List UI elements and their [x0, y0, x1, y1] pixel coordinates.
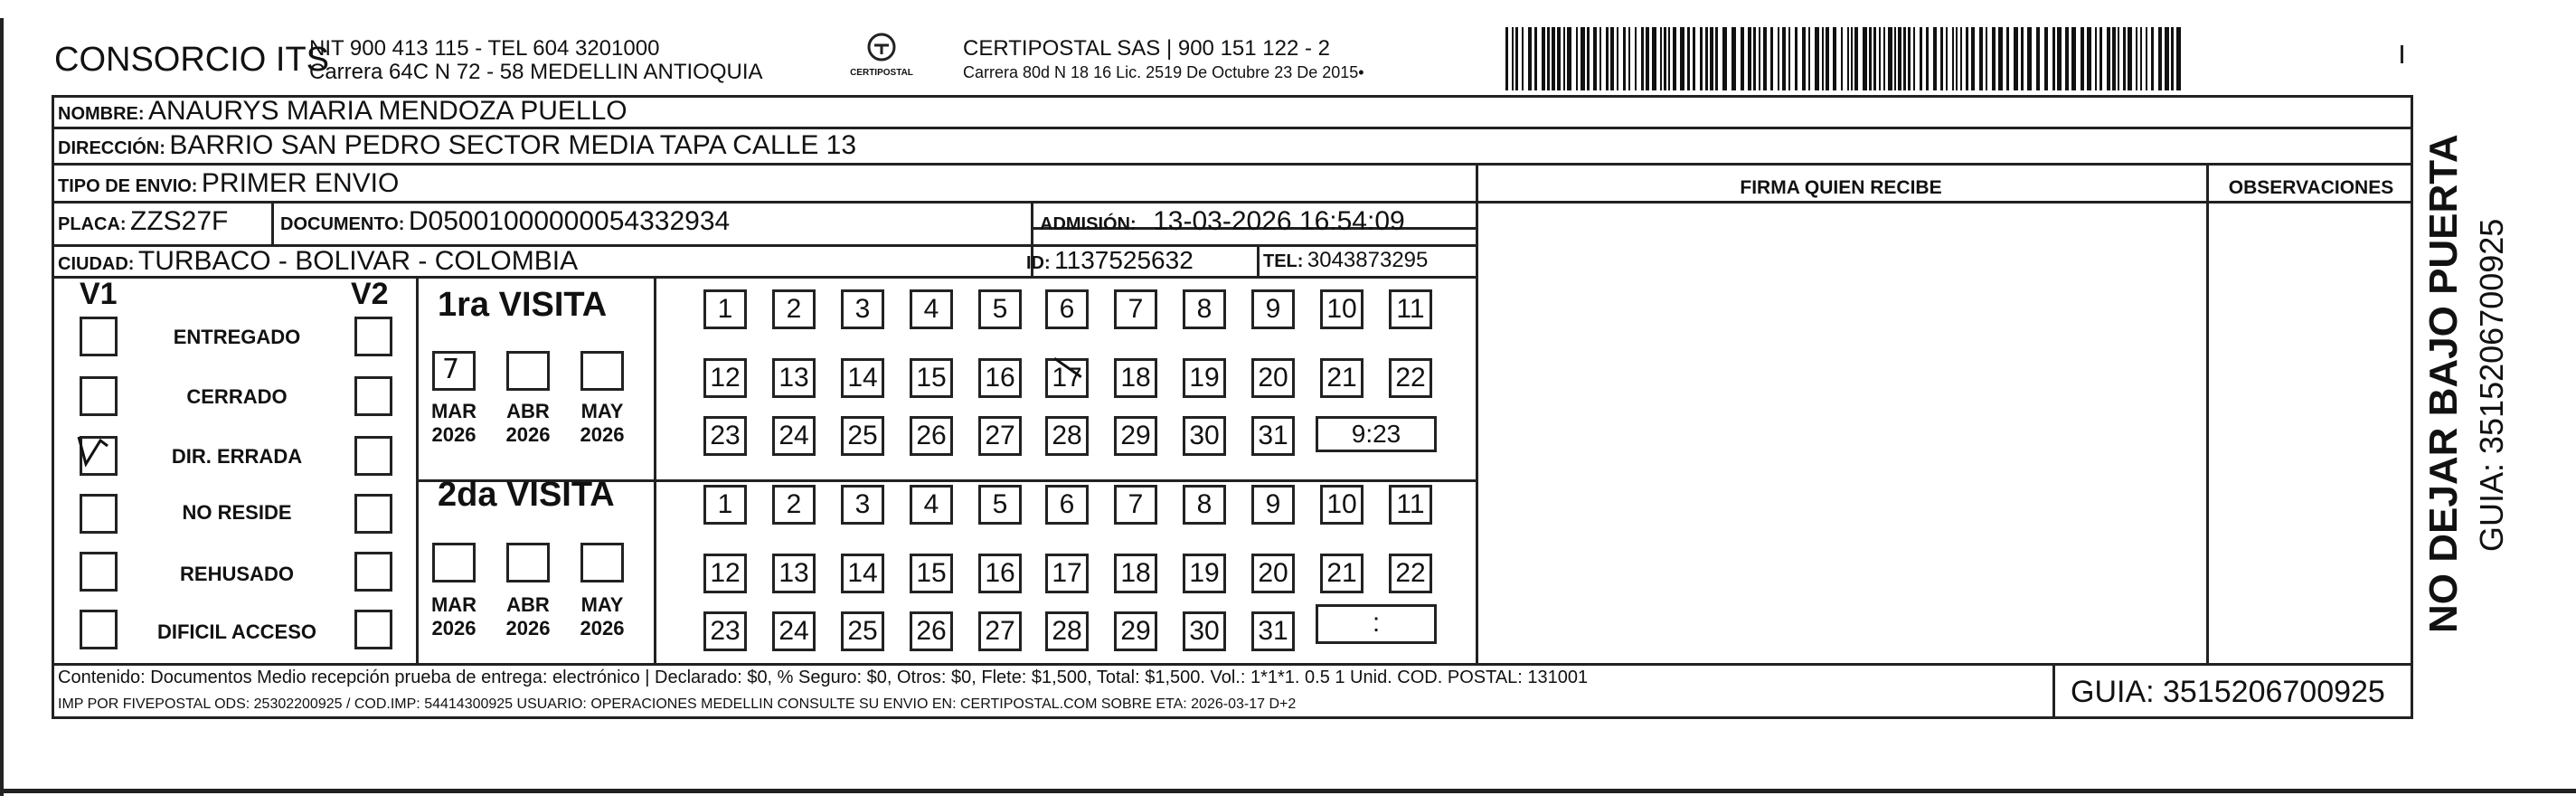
visit-2-day-23[interactable]: 23	[703, 611, 747, 651]
visit-1-day-23[interactable]: 23	[703, 416, 747, 456]
visit-1-day-19[interactable]: 19	[1183, 358, 1226, 398]
visit-1-day-31[interactable]: 31	[1251, 416, 1295, 456]
v1-checkbox-dificil-acceso[interactable]	[80, 610, 118, 649]
visit-2-label-may: MAY 2026	[580, 593, 625, 639]
courier-license-line: Carrera 80d N 18 16 Lic. 2519 De Octubre 23 De 2015•	[963, 63, 1364, 81]
id-value: 1137525632	[1054, 246, 1194, 274]
ciudad-field	[58, 246, 578, 277]
barcode	[1505, 27, 2184, 90]
visit-2-day-28[interactable]: 28	[1045, 611, 1089, 651]
visit-2-day-26[interactable]: 26	[910, 611, 953, 651]
visit-2-day-11[interactable]: 11	[1389, 485, 1432, 525]
v1-checkbox-entregado[interactable]	[80, 317, 118, 356]
visit-1-day-30[interactable]: 30	[1183, 416, 1226, 456]
visit-2-day-16[interactable]: 16	[978, 554, 1022, 593]
admision-label: ADMISIÓN:	[1040, 214, 1137, 234]
visit-1-day-12[interactable]: 12	[703, 358, 747, 398]
visit-1-day-15[interactable]: 15	[910, 358, 953, 398]
v2-checkbox-no-reside[interactable]	[354, 494, 392, 534]
tipo-label: TIPO DE ENVIO:	[58, 176, 198, 196]
visit-1-day-28[interactable]: 28	[1045, 416, 1089, 456]
visit-1-day-6[interactable]: 6	[1045, 289, 1089, 329]
visit-1-day-3[interactable]: 3	[841, 289, 884, 329]
visit-1-day-18[interactable]: 18	[1114, 358, 1157, 398]
status-cerrado: CERRADO	[186, 385, 288, 408]
visit-1-label-may: MAY 2026	[580, 400, 625, 446]
visit-2-day-3[interactable]: 3	[841, 485, 884, 525]
visit-2-time-box[interactable]	[1316, 604, 1437, 644]
visit-1-day-13[interactable]: 13	[772, 358, 816, 398]
visit-2-day-2[interactable]: 2	[772, 485, 816, 525]
visit-2-day-21[interactable]: 21	[1320, 554, 1363, 593]
visit-1-day-2[interactable]: 2	[772, 289, 816, 329]
visit-1-label-abr: ABR 2026	[505, 400, 551, 446]
footer-guia: GUIA: 3515206700925	[2071, 675, 2385, 709]
visit-1-month-abr[interactable]	[506, 351, 550, 391]
visit-2-day-30[interactable]: 30	[1183, 611, 1226, 651]
visit-2-day-12[interactable]: 12	[703, 554, 747, 593]
visit-1-day-21[interactable]: 21	[1320, 358, 1363, 398]
visit-2-day-9[interactable]: 9	[1251, 485, 1295, 525]
v2-checkbox-entregado[interactable]	[354, 317, 392, 356]
visit-2-day-31[interactable]: 31	[1251, 611, 1295, 651]
ciudad-label: CIUDAD:	[58, 254, 135, 274]
visit-2-month-abr[interactable]	[506, 543, 550, 582]
visit-1-day-1[interactable]: 1	[703, 289, 747, 329]
barcode-icon	[1505, 27, 2184, 90]
visit-2-day-17[interactable]: 17	[1045, 554, 1089, 593]
direccion-row	[58, 130, 856, 161]
visit-2-day-24[interactable]: 24	[772, 611, 816, 651]
tipo-row	[58, 168, 399, 199]
nit-line: NIT 900 413 115 - TEL 604 3201000	[309, 36, 660, 61]
status-no-reside: NO RESIDE	[182, 501, 292, 524]
certipostal-logo-icon	[863, 33, 900, 63]
visit-2-day-22[interactable]: 22	[1389, 554, 1432, 593]
status-rehusado: REHUSADO	[180, 563, 294, 585]
admision-value: 13-03-2026 16:54:09	[1153, 206, 1405, 236]
documento-field	[280, 206, 730, 237]
id-field	[1026, 246, 1194, 275]
status-entregado: ENTREGADO	[173, 326, 301, 348]
visit-1-day-9[interactable]: 9	[1251, 289, 1295, 329]
visit-2-day-27[interactable]: 27	[978, 611, 1022, 651]
logo-text: CERTIPOSTAL	[850, 68, 913, 78]
visit-2-day-5[interactable]: 5	[978, 485, 1022, 525]
visit-2-day-1[interactable]: 1	[703, 485, 747, 525]
nombre-row	[58, 96, 627, 127]
tel-value: 3043873295	[1307, 248, 1429, 272]
visit-2-label-mar: MAR 2026	[430, 593, 477, 639]
visit-2-day-18[interactable]: 18	[1114, 554, 1157, 593]
visit-2-day-19[interactable]: 19	[1183, 554, 1226, 593]
admision-field	[1040, 206, 1405, 237]
visit-2-day-15[interactable]: 15	[910, 554, 953, 593]
visit-1-month-mar[interactable]	[432, 351, 476, 391]
visit-2-day-8[interactable]: 8	[1183, 485, 1226, 525]
visit-2-month-mar[interactable]	[432, 543, 476, 582]
v1-checkbox-dir-errada[interactable]	[80, 436, 118, 476]
status-dir-errada: DIR. ERRADA	[171, 445, 303, 468]
visit-1-day-22[interactable]: 22	[1389, 358, 1432, 398]
tel-label: TEL:	[1263, 251, 1304, 271]
visit-2-time: :	[1372, 608, 1381, 638]
footer-imp: IMP POR FIVEPOSTAL ODS: 25302200925 / COD.IMP: 54414300925 USUARIO: OPERACIONES MEDELLIN CONSULTE SU ENVIO EN: CERTIPOSTAL.COM SOBRE ETA: 2026-03-17 D+2	[58, 696, 1297, 712]
visit-2-day-4[interactable]: 4	[910, 485, 953, 525]
visit-1-day-27[interactable]: 27	[978, 416, 1022, 456]
visit-1-day-24[interactable]: 24	[772, 416, 816, 456]
visit-1-label-mar: MAR 2026	[430, 400, 477, 446]
visit-1-day-26[interactable]: 26	[910, 416, 953, 456]
visit-2-day-29[interactable]: 29	[1114, 611, 1157, 651]
visit-2-label-abr: ABR 2026	[505, 593, 551, 639]
placa-label: PLACA:	[58, 214, 127, 234]
visit-2-day-13[interactable]: 13	[772, 554, 816, 593]
visit-1-title: 1ra VISITA	[438, 286, 608, 324]
tel-field	[1263, 248, 1428, 273]
month-handwritten-mark: 7	[442, 354, 460, 385]
side-warning: NO DEJAR BAJO PUERTA	[2421, 134, 2466, 633]
firma-label: FIRMA QUIEN RECIBE	[1740, 177, 1942, 198]
v2-checkbox-dir-errada[interactable]	[354, 436, 392, 476]
side-guia: GUIA: 3515206700925	[2473, 218, 2510, 552]
documento-label: DOCUMENTO:	[280, 214, 405, 234]
direccion-value: BARRIO SAN PEDRO SECTOR MEDIA TAPA CALLE 13	[169, 130, 857, 160]
courier-name-line: CERTIPOSTAL SAS | 900 151 122 - 2	[963, 36, 1330, 61]
status-dificil-acceso: DIFICIL ACCESO	[156, 620, 316, 643]
v1-checkbox-no-reside[interactable]	[80, 494, 118, 534]
v2-checkbox-dificil-acceso[interactable]	[354, 610, 392, 649]
visit-1-month-may[interactable]	[580, 351, 624, 391]
v2-label: V2	[351, 277, 389, 311]
visit-1-day-25[interactable]: 25	[841, 416, 884, 456]
footer-contenido: Contenido: Documentos Medio recepción prueba de entrega: electrónico | Declarado: $0, % Seguro: $0, Otros: $0, Flete: $1,500, Total: $1,500. Vol.: 1*1*1. 0.5 1 Unid. COD. POSTAL: 131001	[58, 668, 1589, 687]
visit-1-day-20[interactable]: 20	[1251, 358, 1295, 398]
visit-1-day-17[interactable]: 17	[1045, 358, 1089, 398]
visit-2-day-7[interactable]: 7	[1114, 485, 1157, 525]
address-line: Carrera 64C N 72 - 58 MEDELLIN ANTIOQUIA	[309, 60, 763, 84]
sender-name: CONSORCIO ITS	[54, 41, 330, 79]
visit-1-time: 9:23	[1351, 420, 1401, 448]
id-label: ID:	[1026, 253, 1051, 273]
visit-2-day-20[interactable]: 20	[1251, 554, 1295, 593]
nombre-value: ANAURYS MARIA MENDOZA PUELLO	[148, 96, 627, 126]
visit-1-day-4[interactable]: 4	[910, 289, 953, 329]
nombre-label: NOMBRE:	[58, 104, 145, 124]
v1-label: V1	[80, 277, 118, 311]
visit-2-day-14[interactable]: 14	[841, 554, 884, 593]
certipostal-logo	[845, 33, 918, 89]
visit-1-day-7[interactable]: 7	[1114, 289, 1157, 329]
visit-1-day-11[interactable]: 11	[1389, 289, 1432, 329]
day-strike-mark-icon	[1053, 357, 1081, 378]
v2-checkbox-rehusado[interactable]	[354, 552, 392, 592]
visit-1-day-14[interactable]: 14	[841, 358, 884, 398]
visit-1-day-29[interactable]: 29	[1114, 416, 1157, 456]
visit-1-time-box[interactable]	[1316, 416, 1437, 452]
visit-2-title: 2da VISITA	[438, 476, 615, 514]
v2-checkbox-cerrado[interactable]	[354, 376, 392, 416]
visit-1-day-16[interactable]: 16	[978, 358, 1022, 398]
visit-2-day-6[interactable]: 6	[1045, 485, 1089, 525]
tipo-value: PRIMER ENVIO	[201, 168, 400, 198]
placa-value: ZZS27F	[130, 206, 229, 236]
check-mark-icon	[77, 428, 115, 468]
documento-value: D05001000000054332934	[408, 206, 731, 236]
tick-mark	[2401, 45, 2403, 63]
observaciones-label: OBSERVACIONES	[2228, 177, 2394, 198]
page-bottom-edge	[0, 789, 2576, 793]
v1-checkbox-rehusado[interactable]	[80, 552, 118, 592]
visit-2-day-10[interactable]: 10	[1320, 485, 1363, 525]
ciudad-value: TURBACO - BOLIVAR - COLOMBIA	[137, 246, 579, 276]
visit-2-day-25[interactable]: 25	[841, 611, 884, 651]
visit-1-day-10[interactable]: 10	[1320, 289, 1363, 329]
visit-1-day-8[interactable]: 8	[1183, 289, 1226, 329]
visit-2-month-may[interactable]	[580, 543, 624, 582]
placa-field	[58, 206, 228, 237]
direccion-label: DIRECCIÓN:	[58, 138, 165, 158]
v1-checkbox-cerrado[interactable]	[80, 376, 118, 416]
visit-1-day-5[interactable]: 5	[978, 289, 1022, 329]
